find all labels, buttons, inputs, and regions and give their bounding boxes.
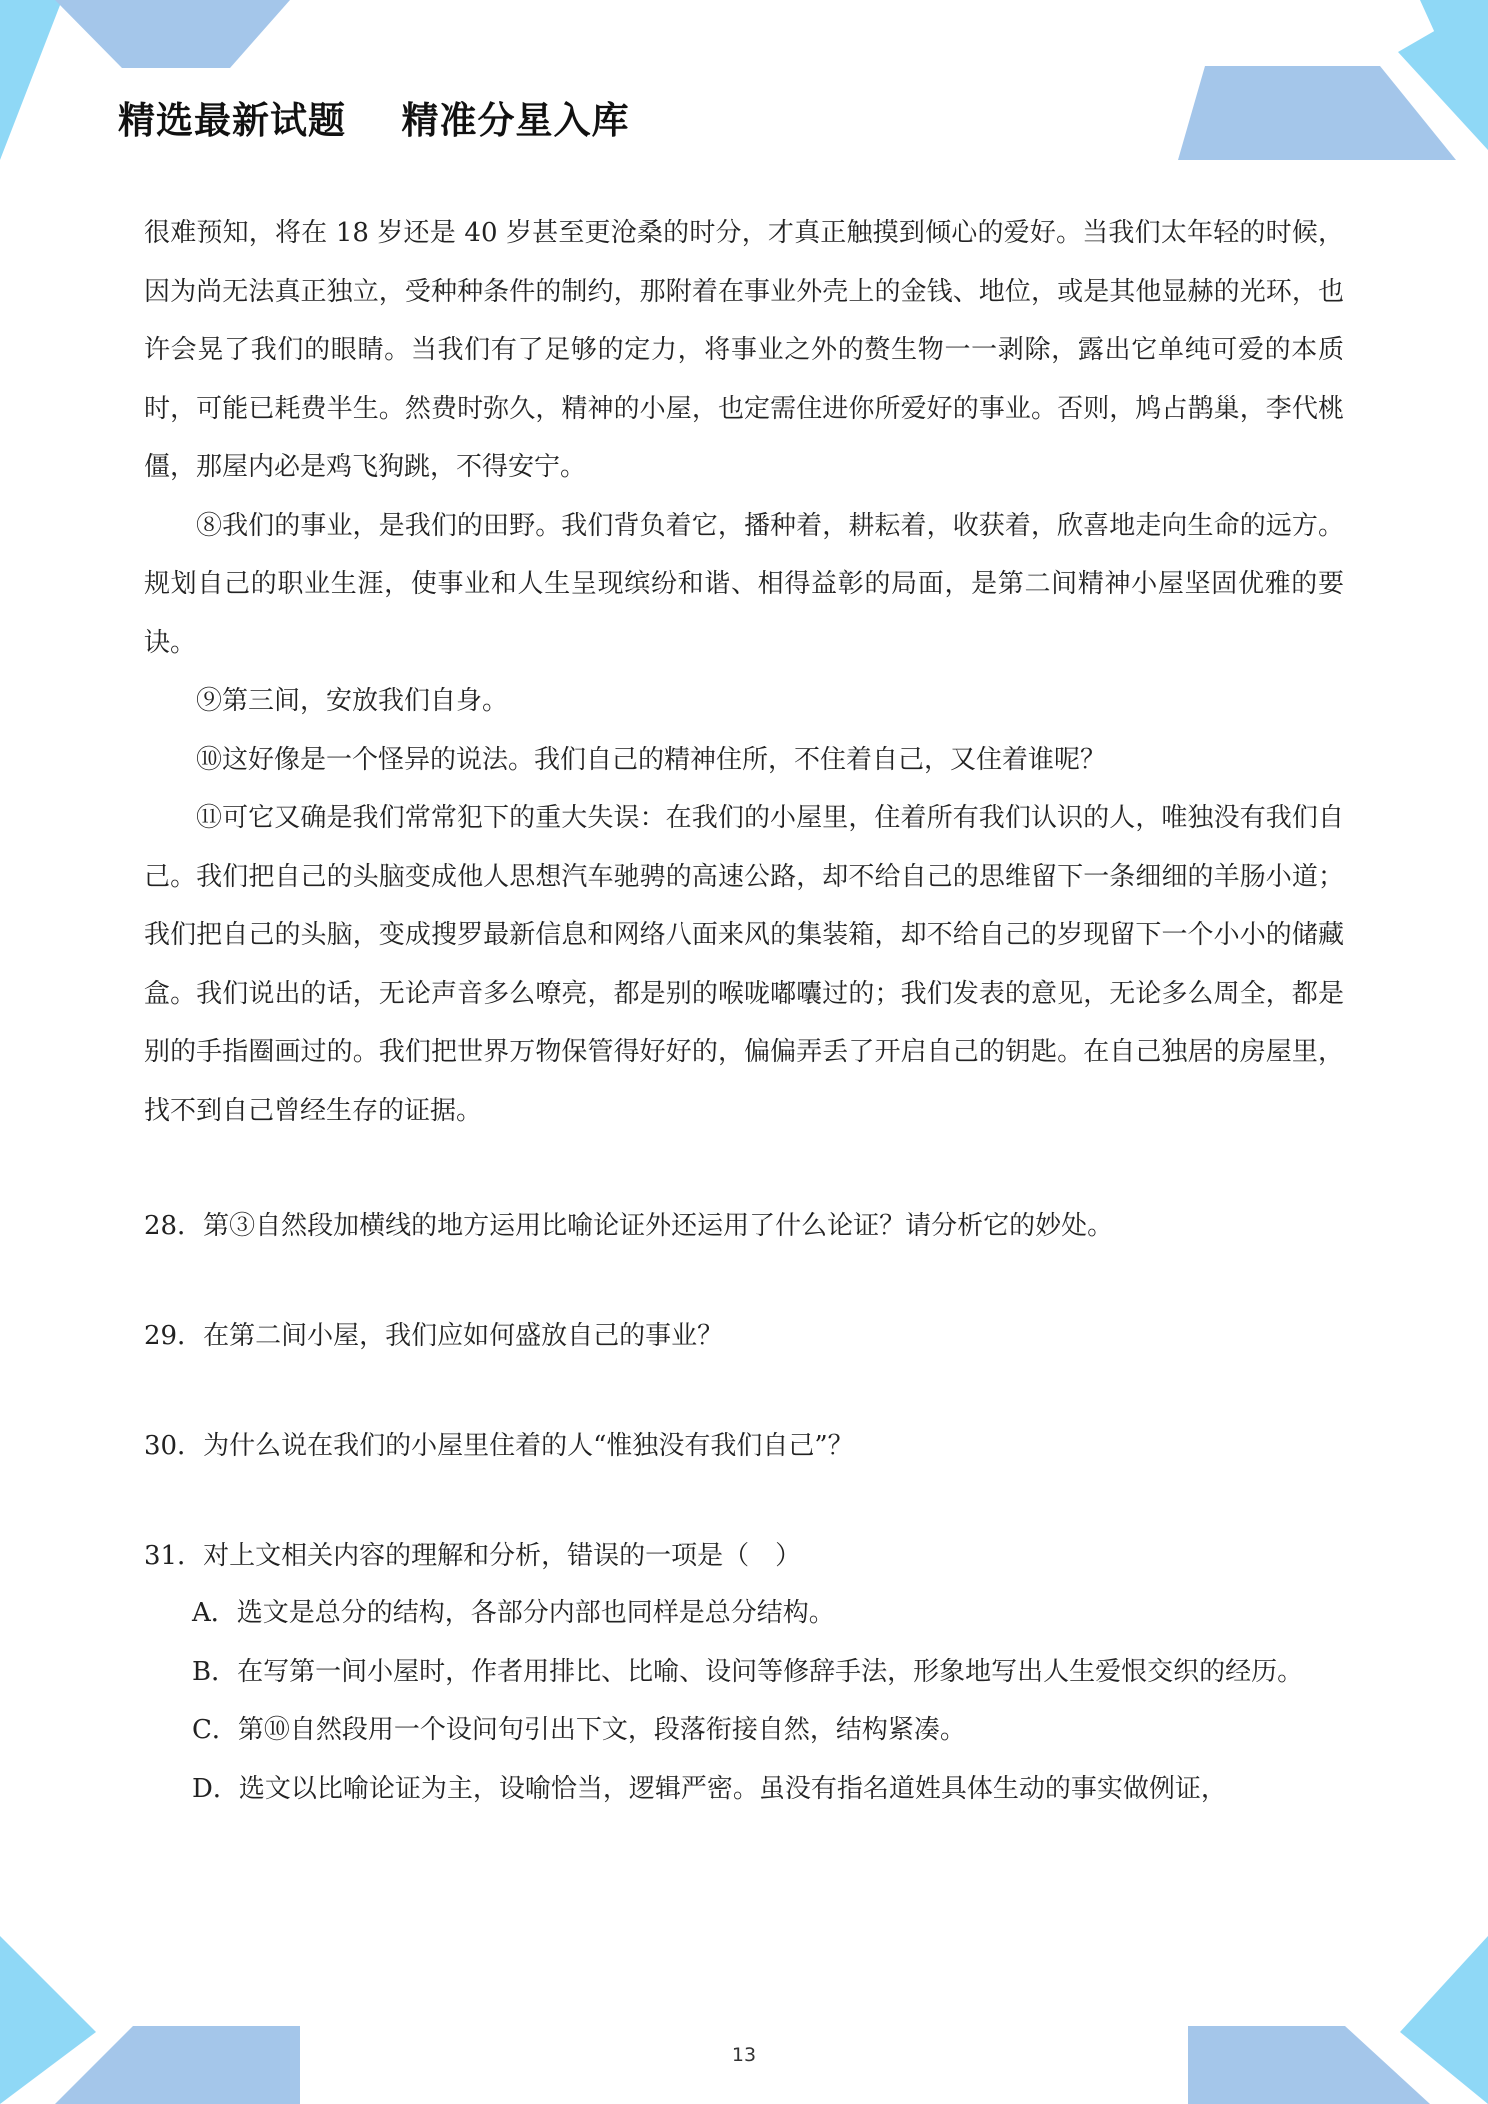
passage-paragraph-11: ⑪可它又确是我们常常犯下的重大失误：在我们的小屋里，住着所有我们认识的人，唯独没有我们自己。我们把自己的头脑变成他人思想汽车驰骋的高速公路，却不给自己的思维留下一条细细的羊肠小道；我们把自己的头脑，变成搜罗最新信息和网络八面来风的集装箱，却不给自己的岁现留下一个小小的储藏盒。我们说出的话，无论声音多么嘹亮，都是别的喉咙嘟囔过的；我们发表的意见，无论多么周全，都是别的手指圈画过的。我们把世界万物保管得好好的，偏偏弄丢了开启自己的钥匙。在自己独居的房屋里，找不到自己曾经生存的证据。 — [144, 803, 1344, 1126]
question-31-options — [192, 1584, 1352, 1818]
passage-paragraph-9: ⑨第三间，安放我们自身。 — [196, 686, 509, 716]
option-d: D．选文以比喻论证为主，设喻恰当，逻辑严密。虽没有指名道姓具体生动的事实做例证， — [192, 1773, 1227, 1804]
question-30: 30．为什么说在我们的小屋里住着的人“惟独没有我们自己”？ — [144, 1431, 854, 1461]
question-28: 28．第③自然段加横线的地方运用比喻论证外还运用了什么论证？请分析它的妙处。 — [144, 1211, 1114, 1241]
top-left-trapezoid — [55, 0, 290, 68]
page-header-title: 精选最新试题 精准分星入库 — [118, 99, 630, 142]
passage-paragraph-7: 很难预知，将在 18 岁还是 40 岁甚至更沧桑的时分，才真正触摸到倾心的爱好。当我们太年轻的时候，因为尚无法真正独立，受种种条件的制约，那附着在事业外壳上的金钱、地位，或是其他显赫的光环，也许会晃了我们的眼睛。当我们有了足够的定力，将事业之外的赘生物一一剥除，露出它单纯可爱的本质时，可能已耗费半生。然费时弥久，精神的小屋，也定需住进你所爱好的事业。否则，鸠占鹊巢，李代桃僵，那屋内必是鸡飞狗跳，不得安宁。 — [144, 218, 1344, 482]
option-a: A．选文是总分的结构，各部分内部也同样是总分结构。 — [192, 1598, 835, 1628]
question-29: 29．在第二间小屋，我们应如何盛放自己的事业？ — [144, 1321, 724, 1351]
reading-passage — [144, 204, 1344, 1140]
bottom-right-triangle — [1400, 1936, 1488, 2104]
passage-paragraph-8: ⑧我们的事业，是我们的田野。我们背负着它，播种着，耕耘着，收获着，欣喜地走向生命的远方。规划自己的职业生涯，使事业和人生呈现缤纷和谐、相得益彰的局面，是第二间精神小屋坚固优雅的要诀。 — [144, 510, 1344, 658]
option-b: B．在写第一间小屋时，作者用排比、比喻、设问等修辞手法，形象地写出人生爱恨交织的经历。 — [192, 1656, 1304, 1687]
passage-paragraph-10: ⑩这好像是一个怪异的说法。我们自己的精神住所，不住着自己，又住着谁呢？ — [196, 744, 1107, 775]
option-c: C．第⑩自然段用一个设问句引出下文，段落衔接自然，结构紧凑。 — [192, 1715, 966, 1745]
question-31: 31．对上文相关内容的理解和分析，错误的一项是（ ） — [144, 1541, 802, 1571]
top-right-trapezoid — [1178, 66, 1456, 160]
page-number: 13 — [731, 2044, 757, 2066]
